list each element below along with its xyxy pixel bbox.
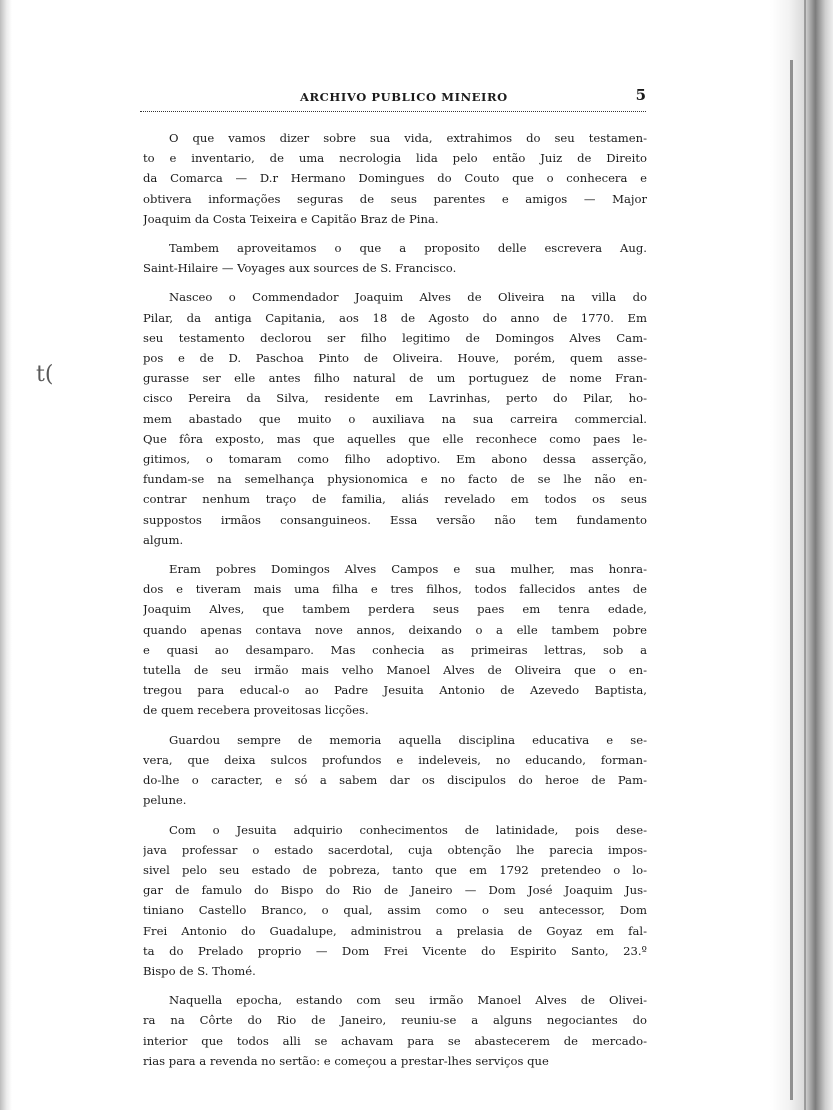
text-line: Com o Jesuita adquirio conhecimentos de latinidade, pois dese- [169, 822, 647, 837]
text-line: dos e tiveram mais uma filha e tres filhos, todos fallecidos antes de [143, 582, 647, 597]
page-number: 5 [635, 86, 646, 104]
text-line: Pilar, da antiga Capitania, aos 18 de Agosto do anno de 1770. Em [143, 310, 647, 325]
margin-mark: t( [36, 362, 54, 387]
text-line: Joaquim da Costa Teixeira e Capitão Braz de Pina. [143, 211, 439, 226]
text-line: to e inventario, de uma necrologia lida pelo então Juiz de Direito [143, 151, 647, 166]
paragraph [143, 238, 647, 278]
text-line: ta do Prelado proprio — Dom Frei Vicente do Espirito Santo, 23.º [143, 943, 647, 958]
paragraph [143, 990, 647, 1071]
text-line: da Comarca — D.r Hermano Domingues do Couto que o conhecera e [143, 171, 647, 186]
text-line: O que vamos dizer sobre sua vida, extrahimos do seu testamen- [169, 131, 647, 145]
text-line: e quasi ao desamparo. Mas conhecia as primeiras lettras, sob a [143, 642, 647, 657]
text-line: sivel pelo seu estado de pobreza, tanto que em 1792 pretendeo o lo- [143, 862, 647, 877]
text-line: Frei Antonio do Guadalupe, administrou a prelasia de Goyaz em fal- [143, 923, 647, 938]
text-line: Guardou sempre de memoria aquella disciplina educativa e se- [169, 732, 647, 747]
text-line: pelune. [143, 793, 187, 808]
body-text [143, 128, 647, 1080]
text-line: de quem recebera proveitosas licções. [143, 703, 369, 718]
text-line: interior que todos alli se achavam para se abastecerem de mercado- [143, 1033, 647, 1048]
paragraph [143, 820, 647, 982]
text-line: java professar o estado sacerdotal, cuja obtenção lhe parecia impos- [143, 842, 647, 857]
text-line: ra na Côrte do Rio de Janeiro, reuniu-se a alguns negociantes do [143, 1013, 647, 1028]
binding-edge-line [790, 60, 793, 1100]
text-line: seu testamento declorou ser filho legitimo de Domingos Alves Cam- [143, 330, 647, 345]
header-title: ARCHIVO PUBLICO MINEIRO [300, 90, 508, 104]
text-line: gitimos, o tomaram como filho adoptivo. Em abono dessa asserção, [143, 452, 647, 467]
scan-shadow-left [0, 0, 12, 1110]
text-line: suppostos irmãos consanguineos. Essa versão não tem fundamento [143, 512, 647, 527]
text-line: fundam-se na semelhança physionomica e no facto de se lhe não en- [143, 472, 647, 487]
text-line: quando apenas contava nove annos, deixando o a elle tambem pobre [143, 622, 647, 637]
text-line: Bispo de S. Thomé. [143, 963, 256, 978]
text-line: mem abastado que muito o auxiliava na sua carreira commercial. [143, 411, 647, 426]
running-head [140, 88, 646, 110]
text-line: pos e de D. Paschoa Pinto de Oliveira. Houve, porém, quem asse- [143, 351, 647, 366]
text-line: gurasse ser elle antes filho natural de um portuguez de nome Fran- [143, 371, 647, 386]
text-line: Saint-Hilaire — Voyages aux sources de S. Francisco. [143, 261, 457, 276]
binding-edge-line [804, 0, 806, 1110]
text-line: Naquella epocha, estando com seu irmão Manoel Alves de Olivei- [169, 993, 647, 1008]
text-line: do-lhe o caracter, e só a sabem dar os discipulos do heroe de Pam- [143, 773, 647, 788]
text-line: algum. [143, 532, 184, 547]
text-line: obtivera informações seguras de seus parentes e amigos — Major [143, 191, 647, 206]
text-line: gar de famulo do Bispo do Rio de Janeiro — Dom José Joaquim Jus- [143, 883, 647, 898]
text-line: tiniano Castello Branco, o qual, assim como o seu antecessor, Dom [143, 903, 647, 918]
text-line: Joaquim Alves, que tambem perdera seus paes em tenra edade, [143, 602, 647, 617]
paragraph [143, 730, 647, 811]
header-rule [140, 111, 646, 112]
scan-shadow-right [770, 0, 833, 1110]
text-line: Tambem aproveitamos o que a proposito delle escrevera Aug. [169, 241, 647, 256]
text-line: tregou para educal-o ao Padre Jesuita Antonio de Azevedo Baptista, [143, 683, 647, 698]
paragraph [143, 128, 647, 229]
text-line: vera, que deixa sulcos profundos e indeleveis, no educando, forman- [143, 752, 647, 767]
paragraph [143, 559, 647, 721]
paragraph [143, 287, 647, 550]
text-line: Que fôra exposto, mas que aquelles que elle reconhece como paes le- [143, 431, 647, 446]
text-line: Eram pobres Domingos Alves Campos e sua mulher, mas honra- [169, 562, 647, 577]
text-line: Nasceo o Commendador Joaquim Alves de Oliveira na villa do [169, 290, 647, 305]
text-line: tutella de seu irmão mais velho Manoel Alves de Oliveira que o en- [143, 663, 647, 678]
text-line: cisco Pereira da Silva, residente em Lavrinhas, perto do Pilar, ho- [143, 391, 647, 406]
text-line: contrar nenhum traço de familia, aliás revelado em todos os seus [143, 492, 647, 507]
text-line: rias para a revenda no sertão: e começou a prestar-lhes serviços que [143, 1053, 549, 1068]
